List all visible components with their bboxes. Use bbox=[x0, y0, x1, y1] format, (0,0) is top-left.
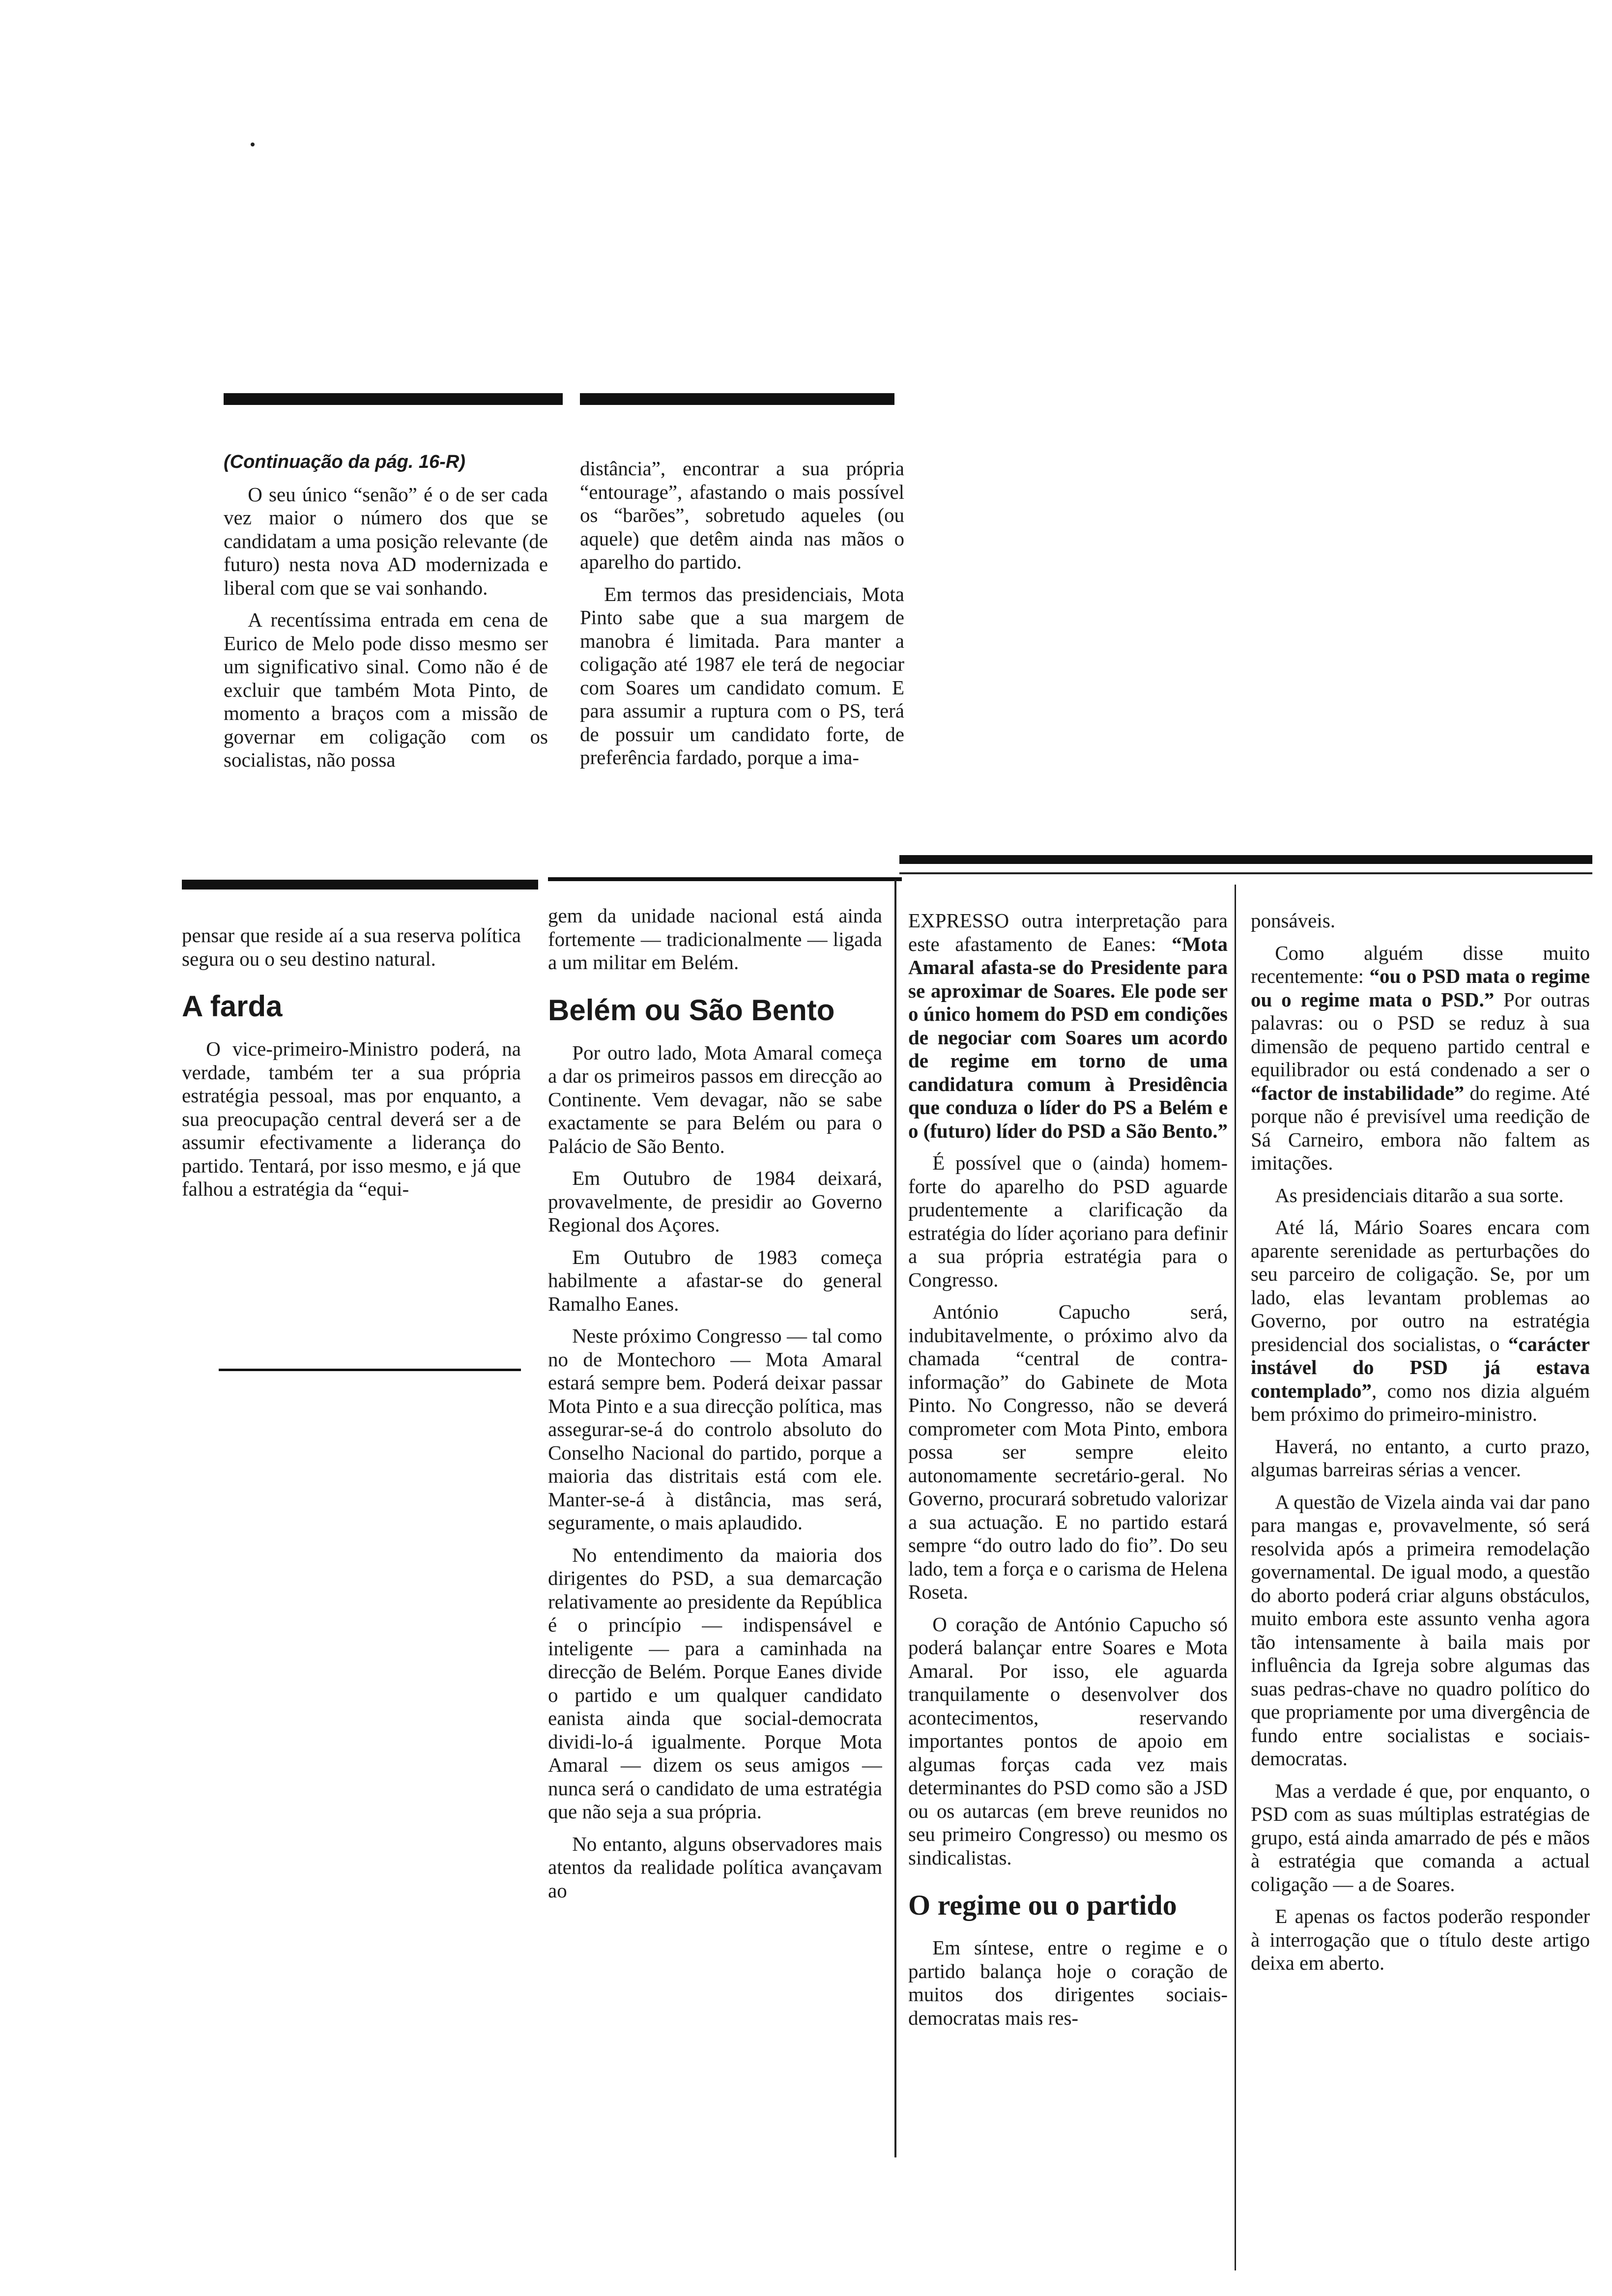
mid-rule-left bbox=[182, 880, 538, 890]
column-2 bbox=[580, 457, 904, 875]
col6-para-4-tail: , como nos dizia alguém bem próximo do primeiro-ministro. bbox=[1251, 1379, 1590, 1425]
divider-4-5 bbox=[894, 880, 896, 2157]
right-top-rule bbox=[899, 855, 1592, 864]
col1-para-2: A recentíssima entrada em cena de Eurico de Melo pode disso mesmo ser um significativo sinal. Como não é de excluir que também Mota Pinto, de momento a braços com a missão de governar em coligação com os socialistas, não possa bbox=[224, 608, 548, 771]
top-rule-left bbox=[224, 393, 563, 405]
top-rule-right bbox=[580, 393, 894, 405]
col5-para-1 bbox=[908, 909, 1228, 1143]
col5-para-1-lead: EXPRESSO outra interpretação para este afastamento de Eanes: bbox=[908, 909, 1228, 955]
col1-para-1: O seu único “senão” é o de ser cada vez maior o número dos que se candidatam a uma posição relevante (de futuro) nesta nova AD modernizada e liberal com que se vai sonhando. bbox=[224, 483, 548, 599]
column-6 bbox=[1251, 909, 1590, 2280]
col6-para-8: E apenas os factos poderão responder à interrogação que o título deste artigo deixa em aberto. bbox=[1251, 1905, 1590, 1974]
col2-para-2: Em termos das presidenciais, Mota Pinto sabe que a sua margem de manobra é limitada. Para manter a coligação até 1987 ele terá de negociar com Soares um candidato comum. E para assumir a ruptura com o PS, terá de possuir um candidato forte, de preferência fardado, porque a ima- bbox=[580, 582, 904, 769]
col4-para-5: Neste próximo Congresso — tal como no de Montechoro — Mota Amaral estará sempre bem. Poderá deixar passar Mota Pinto e a sua direcção política, mas assegurar-se-á do controlo absoluto do Conselho Nacional do partido, porque a maioria das distritais está com ele. Manter-se-á à distância, mas será, seguramente, o mais aplaudido. bbox=[548, 1324, 882, 1534]
col3-end-rule bbox=[219, 1369, 521, 1371]
col6-para-7: Mas a verdade é que, por enquanto, o PSD com as suas múltiplas estratégias de grupo, está ainda amarrado de pés e mãos à estratégia que comanda a actual coligação — a de Soares. bbox=[1251, 1779, 1590, 1895]
speck bbox=[251, 143, 255, 146]
col6-para-1: ponsáveis. bbox=[1251, 909, 1335, 932]
col6-para-3: As presidenciais ditarão a sua sorte. bbox=[1275, 1183, 1564, 1206]
col6-para-2-lead: Como alguém disse muito recentemente: bbox=[1251, 941, 1590, 987]
subheading-a-farda: A farda bbox=[182, 990, 283, 1023]
col5-quote: “Mota Amaral afasta-se do Presidente para se aproximar de Soares. Ele pode ser o único homem do PSD em condições de negociar com Soares um acordo de regime em torno de uma candidatura comum à Presidência que conduza o líder do PS a Belém e o (futuro) líder do PSD a São Bento.” bbox=[908, 932, 1228, 1142]
col4-para-1: gem da unidade nacional está ainda fortemente — tradicionalmente — ligada a um militar em Belém. bbox=[548, 904, 882, 974]
col3-para-1: pensar que reside aí a sua reserva política segura ou o seu destino natural. bbox=[182, 924, 521, 970]
column-5 bbox=[908, 909, 1228, 2280]
col5-para-5: Em síntese, entre o regime e o partido balança hoje o coração de muitos dos dirigentes sociais-democratas mais res- bbox=[908, 1936, 1228, 2029]
col6-quote-1: “ou o PSD mata o regime ou o regime mata o PSD.” bbox=[1251, 965, 1590, 1011]
col6-para-5: Haverá, no entanto, a curto prazo, algumas barreiras sérias a vencer. bbox=[1251, 1435, 1590, 1481]
col6-para-2-tail: Por outras palavras: ou o PSD se reduz à sua dimensão de pequeno partido central e equilibrador ou está condenado a ser o bbox=[1251, 988, 1590, 1081]
col6-para-2 bbox=[1251, 942, 1590, 1175]
col5-para-2: É possível que o (ainda) homem-forte do aparelho do PSD aguarde prudentemente a clarificação da estratégia do líder açoriano para definir a sua própria estratégia para o Congresso. bbox=[908, 1151, 1228, 1291]
col6-para-4-lead: Até lá, Mário Soares encara com aparente serenidade as perturbações do seu parceiro de coligação. Se, por um lado, elas levantam problemas ao Governo, por outro na estratégia presidencial dos socialistas, o bbox=[1251, 1216, 1590, 1355]
mid-rule-center bbox=[548, 877, 902, 881]
column-1 bbox=[224, 450, 548, 867]
col3-para-2: O vice-primeiro-Ministro poderá, na verdade, também ter a sua própria estratégia pessoal, mas por enquanto, a sua preocupação central deverá ser a de assumir efectivamente a liderança do partido. Tentará, por isso mesmo, e já que falhou a estratégia da “equi- bbox=[182, 1037, 521, 1200]
col4-para-3: Em Outubro de 1984 deixará, provavelmente, de presidir ao Governo Regional dos Açores. bbox=[548, 1167, 882, 1236]
col4-para-7: No entanto, alguns observadores mais atentos da realidade política avançavam ao bbox=[548, 1832, 882, 1902]
col5-para-4: O coração de António Capucho só poderá balançar entre Soares e Mota Amaral. Por isso, ele aguarda tranquilamente o desenvolver dos acontecimentos, reservando importantes pontos de apoio em algumas forças cada vez mais determinantes do PSD como são a JSD ou os autarcas (em breve reunidos no seu primeiro Congresso) ou mesmo os sindicalistas. bbox=[908, 1612, 1228, 1869]
continuation-label: (Continuação da pág. 16-R) bbox=[224, 452, 465, 472]
col6-para-2-tail2: do regime. Até porque não é previsível uma reedição de Sá Carneiro, embora não faltem as imitações. bbox=[1251, 1081, 1590, 1174]
col4-para-6: No entendimento da maioria dos dirigentes do PSD, a sua demarcação relativamente ao presidente da República é o princípio — indispensável e inteligente — para a caminhada na direcção de Belém. Porque Eanes divide o partido e um qualquer candidato eanista ainda que social-democrata dividi-lo-á igualmente. Porque Mota Amaral — dizem os seus amigos — nunca será o candidato de uma estratégia que não seja a sua própria. bbox=[548, 1543, 882, 1823]
column-4 bbox=[548, 904, 882, 2280]
divider-5-6 bbox=[1235, 885, 1236, 2270]
col6-quote-3: “carácter instável do PSD já estava contemplado” bbox=[1251, 1332, 1590, 1402]
col4-para-2: Por outro lado, Mota Amaral começa a dar os primeiros passos em direcção ao Continente. Vem devagar, não se sabe exactamente se para Belém ou para o Palácio de São Bento. bbox=[548, 1041, 882, 1157]
col2-para-1: distância”, encontrar a sua própria “entourage”, afastando o mais possível os “barões”, sobretudo aqueles (ou aquele) que detêm ainda nas mãos o aparelho do partido. bbox=[580, 457, 904, 573]
col6-quote-2: “factor de instabilidade” bbox=[1251, 1081, 1465, 1104]
subheading-belem-ou-sao-bento: Belém ou São Bento bbox=[548, 993, 835, 1027]
col5-para-3: António Capucho será, indubitavelmente, o próximo alvo da chamada “central de contra-informação” do Gabinete de Mota Pinto. No Congresso, não se deverá comprometer com Mota Pinto, embora possa ser sempre eleito autonomamente secretário-geral. No Governo, procurará sobretudo valorizar a sua actuação. E no partido estará sempre “do outro lado do fio”. Do seu lado, tem a força e o carisma de Helena Roseta. bbox=[908, 1300, 1228, 1603]
subheading-o-regime-ou-o-partido: O regime ou o partido bbox=[908, 1889, 1177, 1921]
col4-para-4: Em Outubro de 1983 começa habilmente a afastar-se do general Ramalho Eanes. bbox=[548, 1245, 882, 1315]
right-top-rule-thin bbox=[899, 872, 1592, 874]
col6-para-4 bbox=[1251, 1216, 1590, 1426]
column-3 bbox=[182, 924, 521, 1366]
col6-para-6: A questão de Vizela ainda vai dar pano para mangas e, provavelmente, só será resolvida após a primeira remodelação governamental. De igual modo, a questão do aborto poderá criar alguns obstáculos, muito embora este assunto venha agora tão intensamente à baila mais por influência da Igreja sobre algumas das suas pedras-chave no quadro político do que propriamente por uma divergência de fundo entre socialistas e sociais-democratas. bbox=[1251, 1490, 1590, 1770]
